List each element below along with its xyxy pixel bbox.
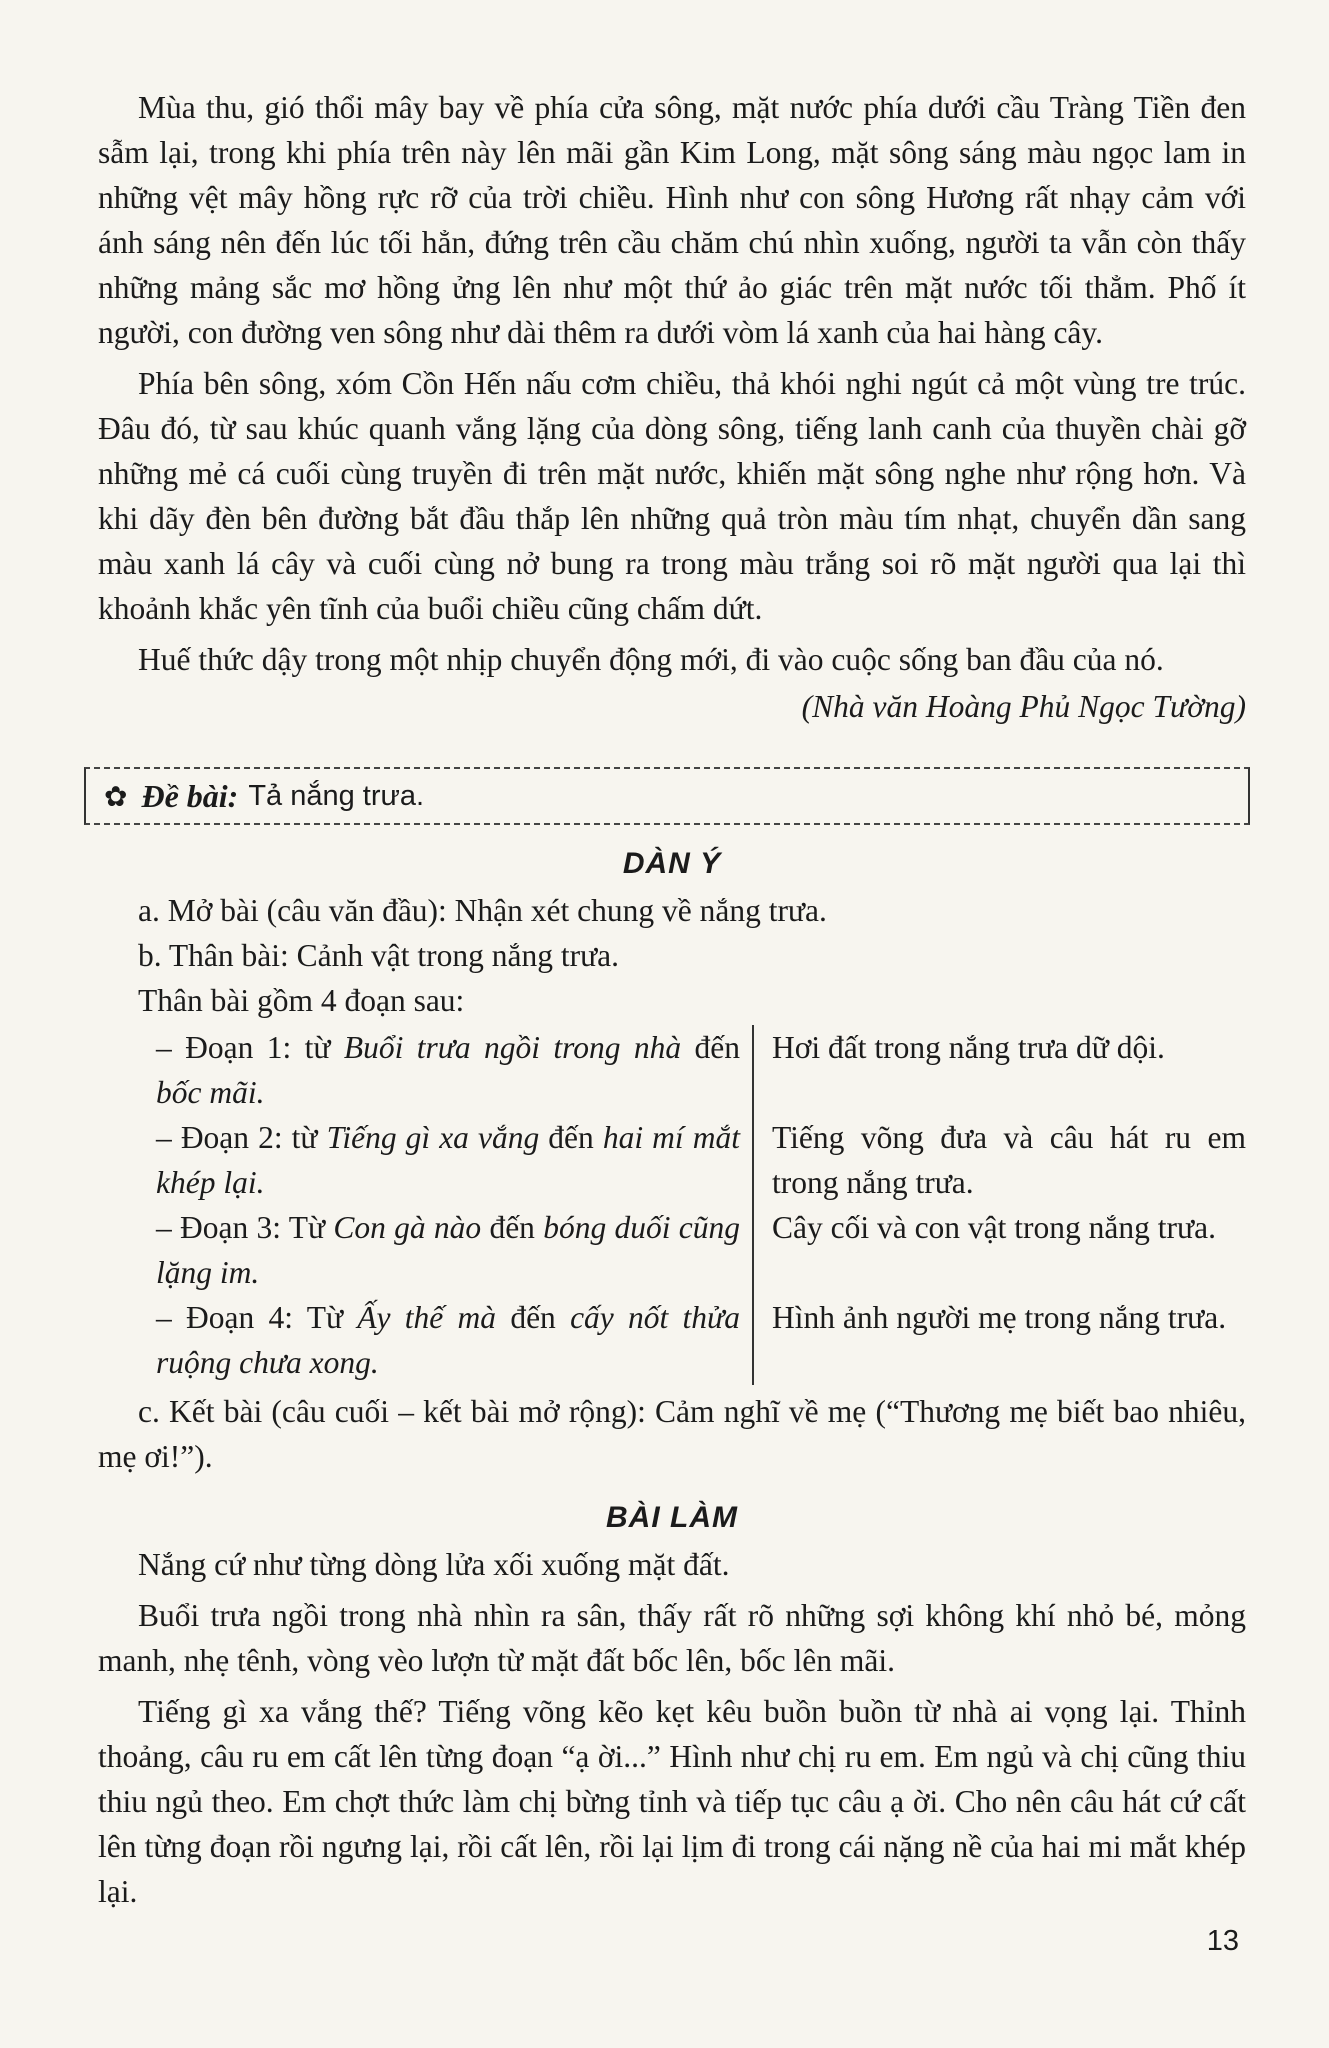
outline-body: b. Thân bài: Cảnh vật trong nắng trưa.	[138, 938, 620, 973]
outline-row-description: Hình ảnh người mẹ trong nắng trưa.	[772, 1300, 1227, 1335]
page-content	[98, 85, 1246, 1914]
essay-paragraph-3: Tiếng gì xa vắng thế? Tiếng võng kẽo kẹt kêu buồn buồn từ nhà ai vọng lại. Thỉnh thoảng, câu ru em cất lên từng đoạn “ạ ời...” Hình như chị ru em. Em ngủ và chị cũng thiu thiu ngủ theo. Em chợt thức làm chị bừng tỉnh và tiếp tục câu ạ ời. Cho nên câu hát cứ cất lên từng đoạn rồi ngưng lại, rồi cất lên, rồi lại lịm đi trong cái nặng nề của hai mi mắt khép lại.	[98, 1694, 1246, 1909]
row-mid: đến	[481, 1210, 544, 1245]
intro-paragraph-2: Phía bên sông, xóm Cồn Hến nấu cơm chiều, thả khói nghi ngút cả một vùng tre trúc. Đâu đó, từ sau khúc quanh vắng lặng của dòng sông, tiếng lanh canh của thuyền chài gỡ những mẻ cá cuối cùng truyền đi trên mặt nước, khiến mặt sông nghe như rộng hơn. Và khi dãy đèn bên đường bắt đầu thắp lên những quả tròn màu tím nhạt, chuyển dần sang màu xanh lá cây và cuối cùng nở bung ra trong màu trắng soi rõ mặt người qua lại thì khoảnh khắc yên tĩnh của buổi chiều cũng chấm dứt.	[98, 366, 1246, 626]
intro-paragraph-1: Mùa thu, gió thổi mây bay về phía cửa sông, mặt nước phía dưới cầu Tràng Tiền đen sẫm lại, trong khi phía trên này lên mãi gần Kim Long, mặt sông sáng màu ngọc lam in những vệt mây hồng rực rỡ của trời chiều. Hình như con sông Hương rất nhạy cảm với ánh sáng nên đến lúc tối hẳn, đứng trên cầu chăm chú nhìn xuống, người ta vẫn còn thấy những mảng sắc mơ hồng ửng lên như một thứ ảo giác trên mặt nước tối thẳm. Phố ít người, con đường ven sông như dài thêm ra dưới vòm lá xanh của hai hàng cây.	[98, 90, 1246, 350]
author-credit: (Nhà văn Hoàng Phủ Ngọc Tường)	[801, 689, 1246, 724]
page-number: 13	[1206, 1925, 1239, 1957]
row-end: bóng duối cũng lặng im.	[156, 1210, 741, 1290]
outline-body-intro: Thân bài gồm 4 đoạn sau:	[138, 983, 465, 1018]
outline-conclusion: c. Kết bài (câu cuối – kết bài mở rộng): Cảm nghĩ về mẹ (“Thương mẹ biết bao nhiêu, mẹ ơi!”).	[98, 1394, 1246, 1474]
row-start: Buổi trưa ngồi trong nhà	[343, 1030, 682, 1065]
row-end: bốc mãi.	[156, 1075, 265, 1110]
outline-heading: DÀN Ý	[622, 847, 722, 880]
outline-row	[156, 1205, 1246, 1295]
outline-row-range	[156, 1025, 754, 1115]
outline-row	[156, 1115, 1246, 1205]
outline-table	[156, 1025, 1246, 1385]
outline-row-description: Tiếng võng đưa và câu hát ru em trong nắng trưa.	[772, 1120, 1246, 1200]
essay-heading: BÀI LÀM	[606, 1501, 738, 1534]
assignment-text: Tả nắng trưa.	[248, 779, 425, 812]
row-start: Con gà nào	[333, 1210, 482, 1245]
flower-icon: ✿	[104, 779, 128, 813]
row-start: Tiếng gì xa vắng	[326, 1120, 540, 1155]
essay-paragraph-1: Nắng cứ như từng dòng lửa xối xuống mặt đất.	[138, 1547, 730, 1582]
outline-row	[156, 1295, 1246, 1385]
outline-row-range	[156, 1295, 754, 1385]
outline-row	[156, 1025, 1246, 1115]
outline-row-range	[156, 1115, 754, 1205]
row-end: hai mí mắt khép lại.	[156, 1120, 740, 1200]
outline-row-description: Cây cối và con vật trong nắng trưa.	[772, 1210, 1216, 1245]
row-prefix: – Đoạn 3: Từ	[156, 1210, 334, 1245]
outline-row-description: Hơi đất trong nắng trưa dữ dội.	[772, 1030, 1165, 1065]
row-prefix: – Đoạn 2: từ	[156, 1120, 327, 1155]
row-prefix: – Đoạn 1: từ	[156, 1030, 344, 1065]
assignment-label: Đề bài:	[141, 777, 239, 814]
row-mid: đến	[496, 1300, 571, 1335]
row-mid: đến	[539, 1120, 603, 1155]
row-end: cấy nốt thửa ruộng chưa xong.	[156, 1300, 740, 1380]
outline-row-range	[156, 1205, 754, 1295]
assignment-box	[84, 767, 1250, 825]
row-prefix: – Đoạn 4: Từ	[156, 1300, 358, 1335]
row-start: Ấy thế mà	[357, 1300, 497, 1335]
essay-paragraph-2: Buổi trưa ngồi trong nhà nhìn ra sân, thấy rất rõ những sợi không khí nhỏ bé, mỏng manh, nhẹ tênh, vòng vèo lượn từ mặt đất bốc lên, bốc lên mãi.	[98, 1598, 1246, 1678]
intro-paragraph-3: Huế thức dậy trong một nhịp chuyển động mới, đi vào cuộc sống ban đầu của nó.	[138, 642, 1164, 677]
outline-opening: a. Mở bài (câu văn đầu): Nhận xét chung về nắng trưa.	[138, 893, 827, 928]
row-mid: đến	[681, 1030, 741, 1065]
